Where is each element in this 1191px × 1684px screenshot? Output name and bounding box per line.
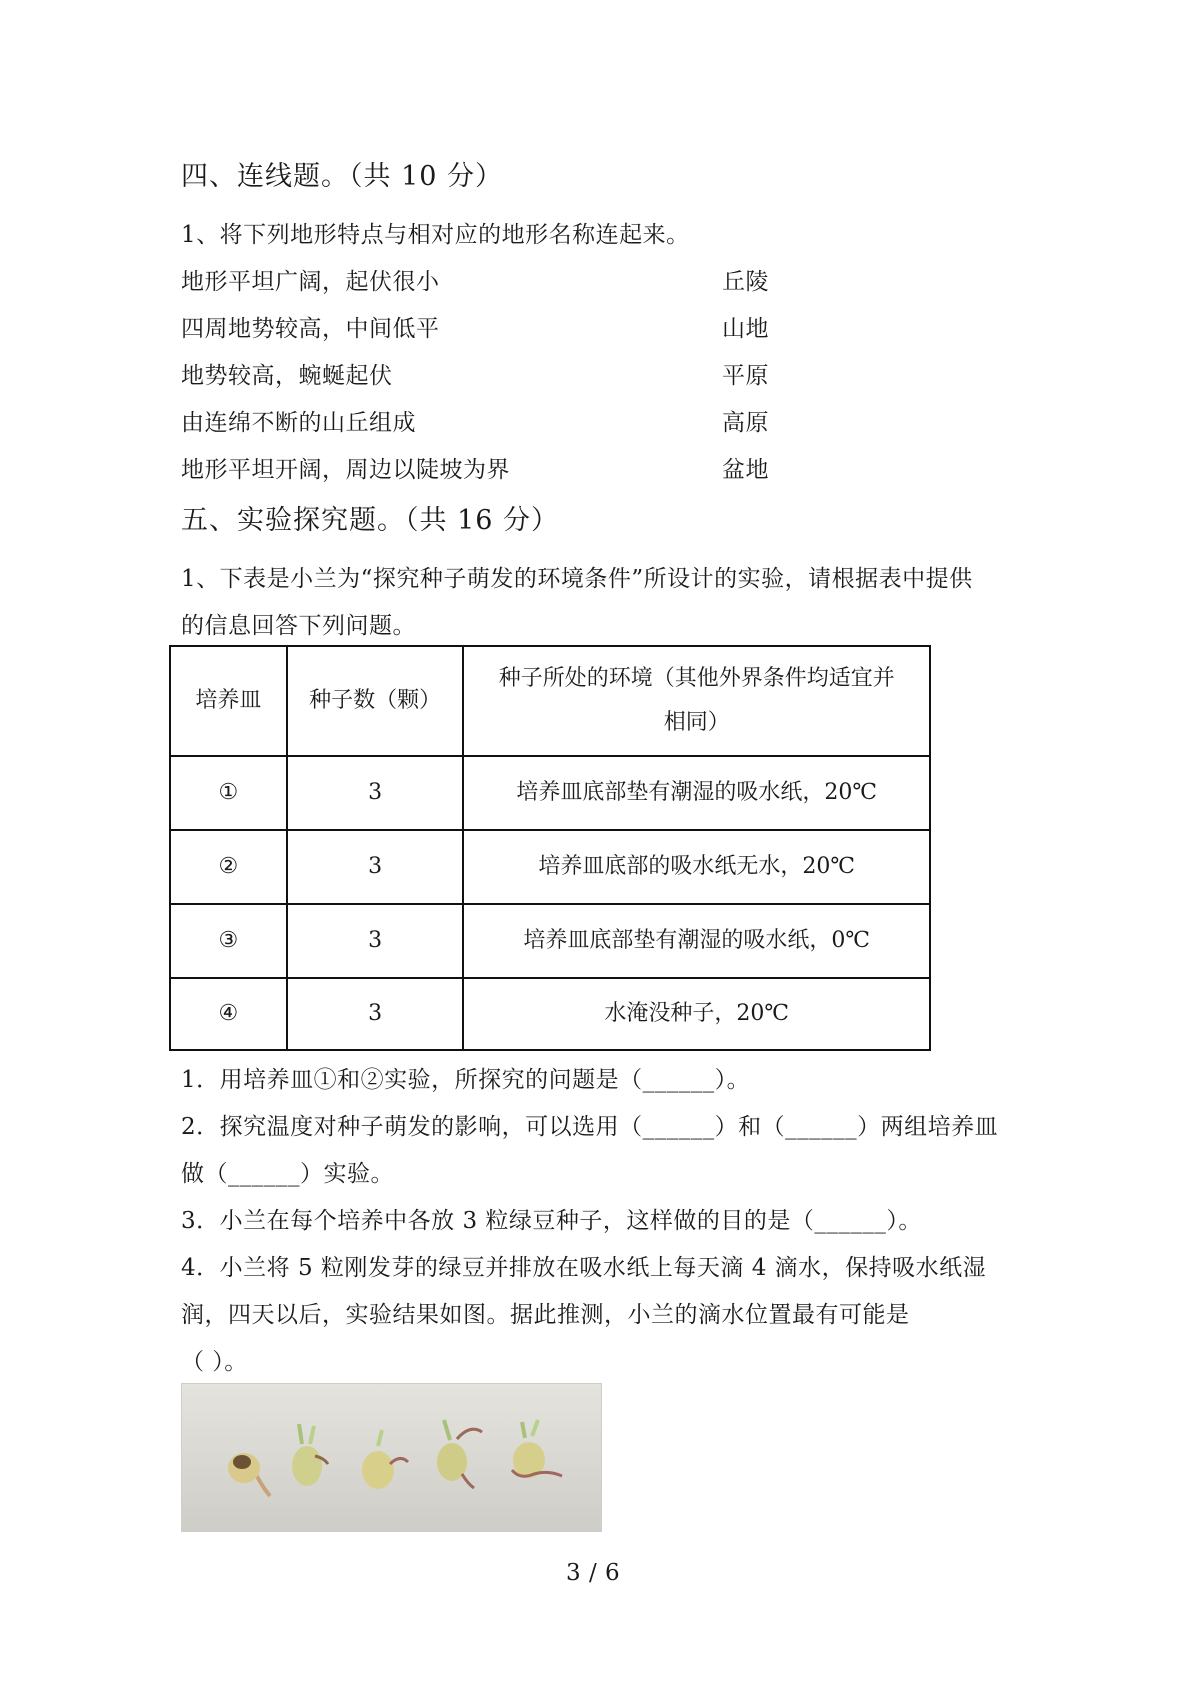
cell-seed-count: 3 <box>287 904 464 978</box>
terrain-name-2: 山地 <box>722 316 769 342</box>
cell-seed-count: 3 <box>287 978 464 1050</box>
header-environment <box>463 646 930 756</box>
cell-environment: 培养皿底部的吸水纸无水，20℃ <box>463 830 930 904</box>
section-4-title: 四、连线题。（共 10 分） <box>181 161 504 192</box>
header-dish: 培养皿 <box>170 646 287 756</box>
terrain-name-3: 平原 <box>722 363 769 389</box>
question-2-line-2: 做（______）实验。 <box>181 1161 394 1187</box>
question-4-line-3: （ ）。 <box>181 1349 248 1375</box>
table-row <box>170 904 930 978</box>
question-4-line-1: 4．小兰将 5 粒刚发芽的绿豆并排放在吸水纸上每天滴 4 滴水，保持吸水纸湿 <box>181 1255 987 1281</box>
bean-2 <box>292 1424 328 1486</box>
cell-dish: ② <box>170 830 287 904</box>
terrain-name-5: 盆地 <box>722 457 769 483</box>
bean-1 <box>228 1453 270 1496</box>
cell-seed-count: 3 <box>287 830 464 904</box>
terrain-feature-5: 地形平坦开阔，周边以陡坡为界 <box>181 457 510 483</box>
question-3: 3．小兰在每个培养中各放 3 粒绿豆种子，这样做的目的是（______）。 <box>181 1208 922 1234</box>
page-number: 3 / 6 <box>566 1560 621 1586</box>
question-4-line-2: 润，四天以后，实验结果如图。据此推测，小兰的滴水位置最有可能是 <box>181 1302 910 1328</box>
header-environment-line-1: 种子所处的环境（其他外界条件均适宜并 <box>498 666 895 691</box>
bean-5 <box>512 1420 562 1478</box>
terrain-feature-3: 地势较高，蜿蜒起伏 <box>181 363 393 389</box>
table-header-row <box>170 646 930 756</box>
experiment-table <box>169 645 931 1051</box>
terrain-name-4: 高原 <box>722 410 769 436</box>
section-5-intro-line-2: 的信息回答下列问题。 <box>181 613 416 639</box>
section-5-title: 五、实验探究题。（共 16 分） <box>181 505 560 536</box>
cell-seed-count: 3 <box>287 756 464 830</box>
cell-dish: ① <box>170 756 287 830</box>
sprouting-mung-beans-icon <box>182 1384 601 1531</box>
terrain-feature-2: 四周地势较高，中间低平 <box>181 316 440 342</box>
section-5-intro-line-1: 1、下表是小兰为“探究种子萌发的环境条件”所设计的实验，请根据表中提供 <box>181 566 973 592</box>
header-environment-line-2: 相同） <box>663 710 730 735</box>
cell-environment: 水淹没种子，20℃ <box>463 978 930 1050</box>
cell-environment: 培养皿底部垫有潮湿的吸水纸，0℃ <box>463 904 930 978</box>
cell-dish: ④ <box>170 978 287 1050</box>
terrain-feature-4: 由连绵不断的山丘组成 <box>181 410 416 436</box>
question-2-line-1: 2．探究温度对种子萌发的影响，可以选用（______）和（______）两组培养皿 <box>181 1114 999 1140</box>
section-4-question-1: 1、将下列地形特点与相对应的地形名称连起来。 <box>181 222 690 248</box>
terrain-feature-1: 地形平坦广阔，起伏很小 <box>181 269 440 295</box>
question-1: 1．用培养皿①和②实验，所探究的问题是（______）。 <box>181 1067 751 1093</box>
sprouting-mung-beans-photo <box>181 1383 602 1532</box>
cell-dish: ③ <box>170 904 287 978</box>
table-row <box>170 830 930 904</box>
header-seed-count: 种子数（颗） <box>287 646 464 756</box>
bean-3 <box>362 1430 408 1489</box>
bean-4 <box>437 1420 482 1488</box>
cell-environment: 培养皿底部垫有潮湿的吸水纸，20℃ <box>463 756 930 830</box>
table-row <box>170 978 930 1050</box>
terrain-name-1: 丘陵 <box>722 269 769 295</box>
table-row <box>170 756 930 830</box>
